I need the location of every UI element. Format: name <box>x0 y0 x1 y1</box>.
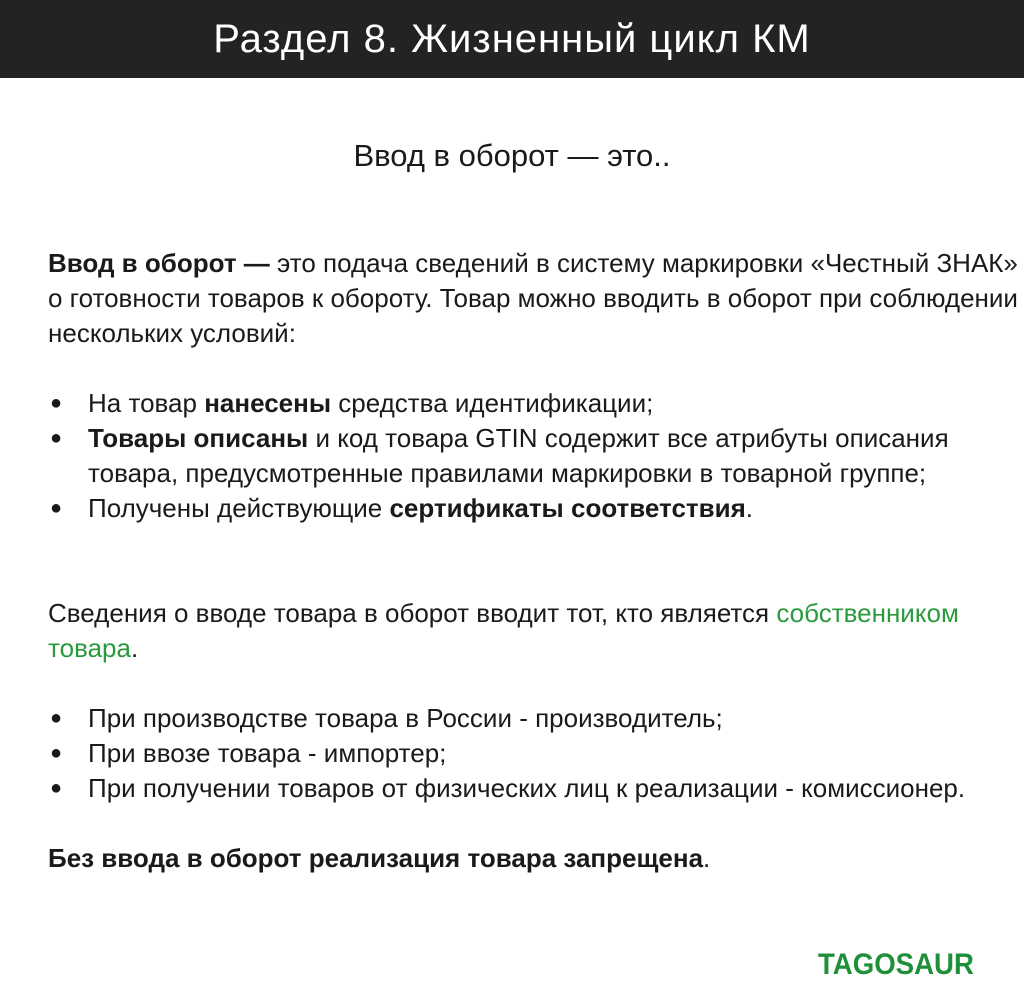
list-item: ● При ввозе товара - импортер; <box>48 736 1018 771</box>
bullet-icon: ● <box>50 777 63 799</box>
bullet-icon: ● <box>50 742 63 764</box>
bullet-icon: ● <box>50 707 63 729</box>
owner-paragraph: Сведения о вводе товара в оборот вводит тот, кто является собственником товара. <box>48 598 959 663</box>
bullet-icon: ● <box>50 497 63 519</box>
slide-subtitle: Ввод в оборот — это.. <box>353 138 671 173</box>
intro-paragraph <box>48 246 1018 351</box>
slide-title: Раздел 8. Жизненный цикл КМ <box>213 16 811 61</box>
owners-list <box>48 701 1018 806</box>
bullet-icon: ● <box>50 392 63 414</box>
slide-content <box>48 246 1018 876</box>
list-item: ● При получении товаров от физических лиц к реализации - комиссионер. <box>48 771 1018 806</box>
intro-text: это подача сведений в систему маркировки «Честный ЗНАК» о готовности товаров к обороту. Товар можно вводить в оборот при соблюдении нескольких условий: <box>48 248 1018 348</box>
list-item: ● При производстве товара в России - производитель; <box>48 701 1018 736</box>
tagosaur-logo: TAGOSAUR <box>818 948 974 981</box>
slide-header <box>0 0 1024 78</box>
conclusion-paragraph: Без ввода в оборот реализация товара запрещена. <box>48 843 711 873</box>
conditions-list <box>48 386 1018 526</box>
bullet-icon: ● <box>50 427 63 449</box>
intro-term: Ввод в оборот — <box>48 248 270 278</box>
list-item: ● Получены действующие сертификаты соответствия. <box>48 491 1018 526</box>
list-item: ● Товары описаны и код товара GTIN содержит все атрибуты описания товара, предусмотренные правилами маркировки в товарной группе; <box>50 423 949 488</box>
list-item: ● На товар нанесены средства идентификации; <box>48 386 1018 421</box>
owner-link[interactable]: собственником товара <box>48 598 959 663</box>
